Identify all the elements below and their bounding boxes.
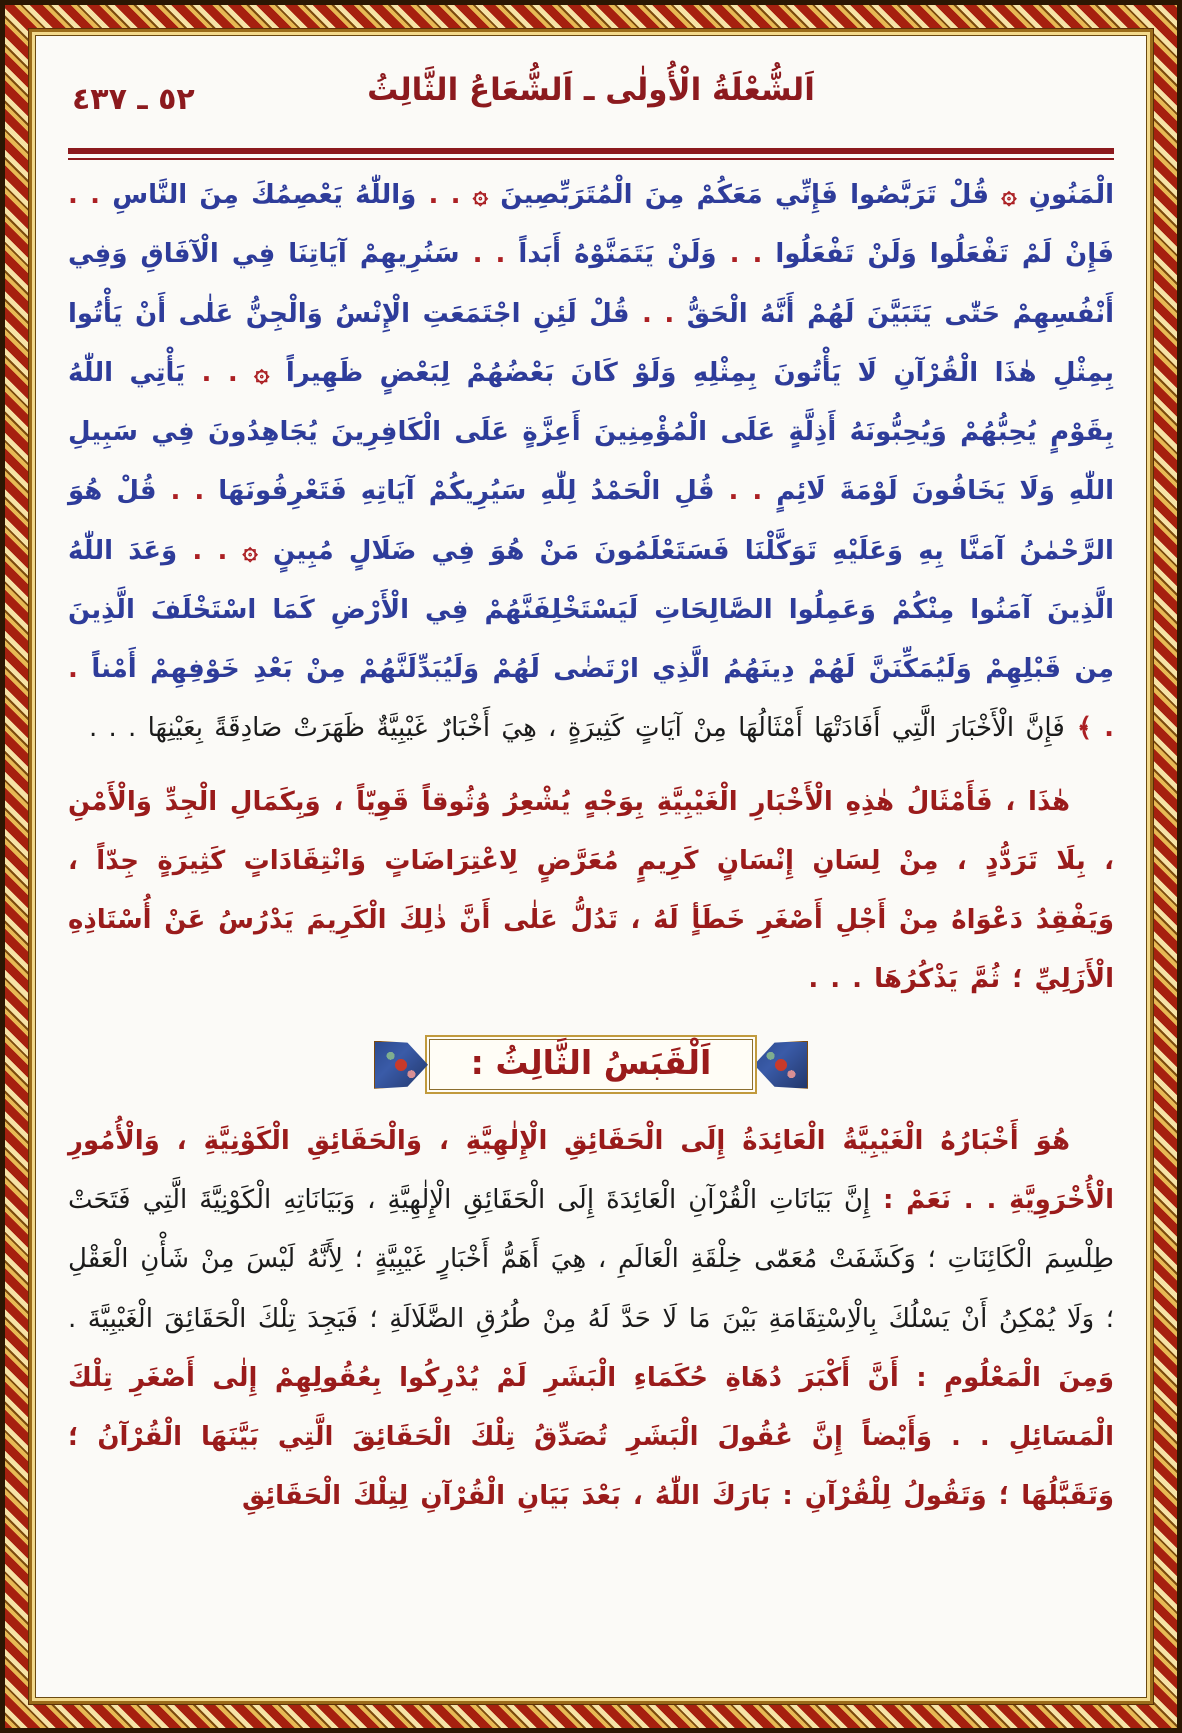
paragraph-third-qabas	[68, 1112, 1114, 1527]
book-page	[35, 35, 1147, 1698]
text-segment: فَإِنَّ الْأَخْبَارَ الَّتِي أَفَادَتْهَا أَمْثَالُهَا مِنْ آيَاتٍ كَثِيرَةٍ ، هِيَ أَخْبَارٌ غَيْبِيَّةٌ ظَهَرَتْ صَادِقَةً بِعَيْنِهَا . . .	[88, 713, 1065, 744]
text-segment: ۞ . .	[416, 180, 488, 210]
arabesque-ornament-left-icon	[754, 1041, 808, 1089]
text-segment: ۞ . .	[185, 357, 270, 388]
section-marker-label: اَلْقَبَسُ الثَّالِثُ :	[470, 1043, 712, 1083]
text-segment: وَعَدَ اللّٰهُ الَّذِينَ آمَنُوا مِنْكُمْ وَعَمِلُوا الصَّالِحَاتِ لَيَسْتَخْلِفَنَّهُمْ فِي الْأَرْضِ كَمَا اسْتَخْلَفَ الَّذِينَ مِن قَبْلِهِمْ وَلَيُمَكِّنَنَّ لَهُمْ دِينَهُمُ الَّذِي ارْتَضٰى لَهُمْ وَلَيُبَدِّلَنَّهُمْ مِنْ بَعْدِ خَوْفِهِمْ أَمْناً	[68, 535, 1114, 685]
text-segment: هُوَ أَخْبَارُهُ الْغَيْبِيَّةُ الْعَائِدَةُ إِلَى الْحَقَائِقِ الْإِلٰهِيَّةِ ، وَالْحَقَائِقِ الْكَوْنِيَّةِ ، وَالْأُمُورِ الْأُخْرَوِيَّةِ . . نَعَمْ :	[68, 1125, 1114, 1215]
arabesque-ornament-right-icon	[374, 1041, 428, 1089]
section-marker	[66, 1032, 1116, 1098]
text-segment: قُلِ الْحَمْدُ لِلّٰهِ سَيُرِيكُمْ آيَاتِهِ فَتَعْرِفُونَهَا	[204, 476, 715, 507]
body-text	[66, 166, 1116, 1527]
text-segment: . . ﴾	[68, 654, 1114, 744]
text-segment: سَنُرِيهِمْ آيَاتِنَا فِي الْآفَاقِ وَفِي أَنْفُسِهِمْ حَتّٰى يَتَبَيَّنَ لَهُمْ أَنَّهُ الْحَقُّ	[68, 239, 1114, 329]
text-segment: الْمَنُونِ	[1016, 180, 1114, 210]
text-segment: . .	[459, 239, 506, 270]
paragraph-commentary	[68, 773, 1114, 1010]
text-segment: فَإِنْ لَمْ تَفْعَلُوا وَلَنْ تَفْعَلُوا	[762, 239, 1115, 270]
section-marker-cartouche	[425, 1035, 757, 1094]
text-segment: قُلْ لَئِنِ اجْتَمَعَتِ الْإِنْسُ وَالْجِنُّ عَلٰى أَنْ يَأْتُوا بِمِثْلِ هٰذَا الْقُرْآنِ لَا يَأْتُونَ بِمِثْلِهِ وَلَوْ كَانَ بَعْضُهُمْ لِبَعْضٍ ظَهِيراً	[68, 298, 1114, 388]
text-segment: . .	[68, 180, 100, 210]
text-segment: ۞	[1001, 180, 1017, 210]
text-segment: . .	[716, 239, 763, 270]
text-segment: قُلْ هُوَ الرَّحْمٰنُ آمَنَّا بِهِ وَعَلَيْهِ تَوَكَّلْنَا فَسَتَعْلَمُونَ مَنْ هُوَ فِي ضَلَالٍ مُبِينٍ	[68, 476, 1114, 566]
text-segment: يَأْتِي اللّٰهُ بِقَوْمٍ يُحِبُّهُمْ وَيُحِبُّونَهُ أَذِلَّةٍ عَلَى الْمُؤْمِنِينَ أَعِزَّةٍ عَلَى الْكَافِرِينَ يُجَاهِدُونَ فِي سَبِيلِ اللّٰهِ وَلَا يَخَافُونَ لَوْمَةَ لَائِمٍ	[68, 357, 1114, 507]
text-segment: قُلْ تَرَبَّصُوا فَإِنِّي مَعَكُمْ مِنَ الْمُتَرَبِّصِينَ	[487, 180, 1002, 210]
page-number: ٥٢ ـ ٤٣٧	[72, 82, 195, 117]
text-segment: . .	[714, 476, 763, 507]
text-segment: وَاللّٰهُ يَعْصِمُكَ مِنَ النَّاسِ	[100, 180, 417, 210]
header-double-rule	[68, 148, 1114, 160]
text-segment: هٰذَا ، فَأَمْثَالُ هٰذِهِ الْأَخْبَارِ الْغَيْبِيَّةِ بِوَجْهٍ يُشْعِرُ وُثُوقاً قَوِيّاً ، وَبِكَمَالِ الْجِدِّ وَالْأَمْنِ ، بِلَا تَرَدُّدٍ ، مِنْ لِسَانِ إِنْسَانٍ كَرِيمٍ مُعَرَّضٍ لِاعْتِرَاضَاتٍ وَانْتِقَادَاتٍ كَثِيرَةٍ جِدّاً ، وَيَفْقِدُ دَعْوَاهُ مِنْ أَجْلِ أَصْغَرِ خَطَأٍ لَهُ ، تَدُلُّ عَلٰى أَنَّ ذٰلِكَ الْكَرِيمَ يَدْرُسُ عَنْ أُسْتَاذِهِ الْأَزَلِيِّ ؛ ثُمَّ يَذْكُرُهَا . . .	[68, 786, 1114, 995]
text-segment: . .	[156, 476, 205, 507]
text-segment: وَمِنَ الْمَعْلُومِ : أَنَّ أَكْبَرَ دُهَاةِ حُكَمَاءِ الْبَشَرِ لَمْ يُدْرِكُوا بِعُقُولِهِمْ إِلٰى أَصْغَرِ تِلْكَ الْمَسَائِلِ . . وَأَيْضاً إِنَّ عُقُولَ الْبَشَرِ تُصَدِّقُ تِلْكَ الْحَقَائِقَ الَّتِي بَيَّنَهَا الْقُرْآنُ ؛ وَتَقَبَّلُهَا ؛ وَتَقُولُ لِلْقُرْآنِ : بَارَكَ اللّٰهُ ، بَعْدَ بَيَانِ الْقُرْآنِ لِتِلْكَ الْحَقَائِقِ	[68, 1362, 1114, 1512]
text-segment: إِنَّ بَيَانَاتِ الْقُرْآنِ الْعَائِدَةَ إِلَى الْحَقَائِقِ الْإِلٰهِيَّةِ ، وَبَيَانَاتِهِ الْكَوْنِيَّةَ الَّتِي فَتَحَتْ طِلْسِمَ الْكَائِنَاتِ ؛ وَكَشَفَتْ مُعَمّٰى خِلْقَةِ الْعَالَمِ ، هِيَ أَهَمُّ أَخْبَارٍ غَيْبِيَّةٍ ؛ لِأَنَّهُ لَيْسَ مِنْ شَأْنِ الْعَقْلِ ؛ وَلَا يُمْكِنُ أَنْ يَسْلُكَ بِالْاِسْتِقَامَةِ بَيْنَ مَا لَا حَدَّ لَهُ مِنْ طُرُقِ الضَّلَالَةِ ؛ فَيَجِدَ تِلْكَ الْحَقَائِقَ الْغَيْبِيَّةَ .	[68, 1184, 1114, 1334]
text-segment: وَلَنْ يَتَمَنَّوْهُ أَبَداً	[505, 239, 717, 270]
page-header	[66, 64, 1116, 148]
text-segment: . .	[629, 298, 675, 329]
paragraph-quran-quotes	[68, 166, 1114, 759]
page-title: اَلشُّعْلَةُ الْأُولٰى ـ اَلشُّعَاعُ الثَّالِثُ	[367, 72, 815, 108]
text-segment: ۞ . .	[177, 535, 258, 566]
